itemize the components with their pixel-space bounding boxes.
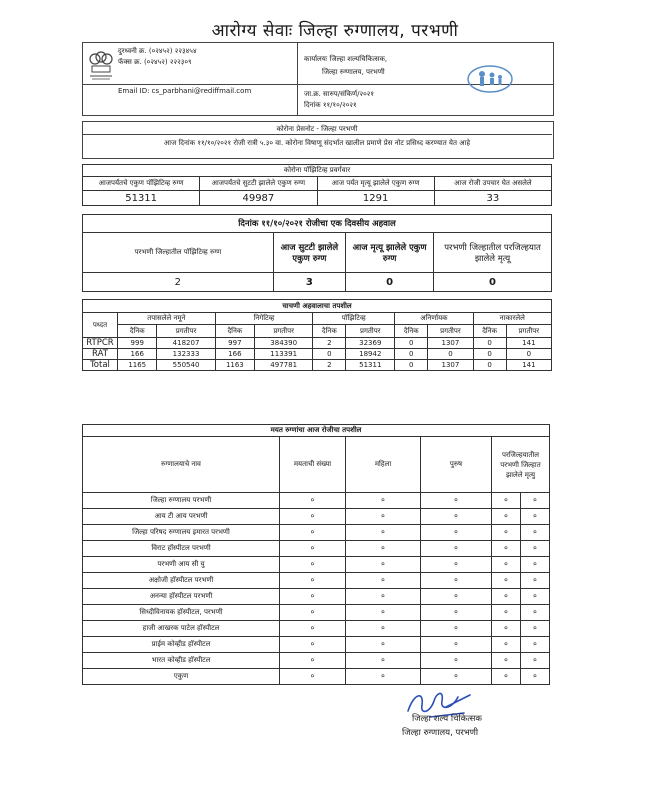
deaths-value-cell: ० — [421, 557, 492, 573]
testing-value-cell: 1307 — [428, 338, 473, 349]
testing-value-cell: 141 — [506, 338, 551, 349]
testing-method-header: पध्दत — [83, 313, 118, 338]
reference-date: दिनांक ११/१०/२०२१ — [304, 101, 357, 109]
deaths-value-cell: ० — [346, 669, 421, 685]
summary-value-active: 33 — [434, 191, 551, 206]
deaths-row — [83, 589, 550, 605]
deaths-hospital-name: एकुण — [83, 669, 280, 685]
deaths-value-cell: ० — [421, 621, 492, 637]
testing-group-inconclusive: अनिर्णायक — [395, 313, 473, 325]
deaths-value-cell: ० — [492, 621, 521, 637]
deaths-value-cell: ० — [520, 573, 549, 589]
deaths-value-cell: ० — [520, 557, 549, 573]
deaths-value-cell: ० — [346, 541, 421, 557]
testing-rows — [83, 338, 552, 371]
deaths-value-cell: ० — [421, 653, 492, 669]
deaths-value-cell: ० — [346, 509, 421, 525]
testing-value-cell: 0 — [395, 349, 428, 360]
testing-value-cell: 999 — [118, 338, 157, 349]
testing-row — [83, 338, 552, 349]
deaths-value-cell: ० — [492, 669, 521, 685]
deaths-value-cell: ० — [280, 541, 346, 557]
deaths-value-cell: ० — [346, 621, 421, 637]
fax-number: फॅक्स क्र. (०२४५२) २२२३०९ — [118, 58, 192, 66]
deaths-value-cell: ० — [280, 653, 346, 669]
sub-header-daily: दैनिक — [313, 325, 346, 338]
health-logo-icon — [466, 64, 514, 94]
deaths-value-cell: ० — [346, 525, 421, 541]
deaths-heading: मयत रुग्णांचा आज रोजीचा तपशील — [83, 425, 550, 437]
sub-header-daily: दैनिक — [473, 325, 506, 338]
deaths-value-cell: ० — [280, 669, 346, 685]
government-emblem-icon — [86, 50, 116, 82]
sub-header-cumulative: प्रगतीपर — [506, 325, 551, 338]
deaths-value-cell: ० — [421, 509, 492, 525]
deaths-value-cell: ० — [280, 493, 346, 509]
testing-value-cell: 1307 — [428, 360, 473, 371]
deaths-value-cell: ० — [492, 637, 521, 653]
deaths-row — [83, 637, 550, 653]
testing-value-cell: 166 — [215, 349, 254, 360]
deaths-value-cell: ० — [346, 653, 421, 669]
summary-header-deaths: आज पर्यंत मृत्यू झालेले एकुण रुग्ण — [317, 177, 434, 191]
deaths-value-cell: ० — [280, 573, 346, 589]
deaths-value-cell: ० — [421, 541, 492, 557]
phone-number: दुरध्वनी क्र. (०२४५२) २२३४५४ — [118, 47, 197, 55]
sub-header-cumulative: प्रगतीपर — [157, 325, 215, 338]
deaths-value-cell: ० — [492, 541, 521, 557]
deaths-value-cell: ० — [520, 637, 549, 653]
deaths-row — [83, 653, 550, 669]
office-line-2: जिल्हा रुग्णालय, परभणी — [322, 68, 385, 76]
deaths-value-cell: ० — [421, 573, 492, 589]
testing-value-cell: 418207 — [157, 338, 215, 349]
deaths-value-cell: ० — [280, 509, 346, 525]
deaths-value-cell: ० — [520, 621, 549, 637]
deaths-hospital-name: अनन्या हॉस्पीटल परभणी — [83, 589, 280, 605]
press-note-heading: कोरोना प्रेसनोट - जिल्हा परभणी — [276, 125, 358, 133]
positive-summary-heading: कोरोना पॉझिटिव्ह प्रवर्गवार — [83, 165, 552, 177]
deaths-value-cell: ० — [520, 589, 549, 605]
testing-value-cell: 141 — [506, 360, 551, 371]
deaths-value-cell: ० — [280, 621, 346, 637]
deaths-value-cell: ० — [492, 589, 521, 605]
testing-value-cell: 997 — [215, 338, 254, 349]
summary-header-discharged: आजपर्यंतचे सुटटी झालेले एकुण रुग्ण — [200, 177, 317, 191]
deaths-hospital-name: परभणी आय सी यु — [83, 557, 280, 573]
testing-method-cell: RAT — [83, 349, 118, 360]
testing-heading: चाचणी अहवालाचा तपशील — [83, 300, 552, 313]
deaths-row — [83, 525, 550, 541]
deaths-value-cell: ० — [421, 637, 492, 653]
deaths-value-cell: ० — [520, 493, 549, 509]
sub-header-cumulative: प्रगतीपर — [255, 325, 313, 338]
deaths-value-cell: ० — [421, 525, 492, 541]
deaths-value-cell: ० — [346, 605, 421, 621]
testing-group-tested: तपासलेले नमूने — [118, 313, 216, 325]
sub-header-cumulative: प्रगतीपर — [428, 325, 473, 338]
deaths-hospital-name: अक्षोजी हॉस्पीटल परभणी — [83, 573, 280, 589]
daily-value-positive: 2 — [83, 273, 274, 292]
testing-value-cell: 0 — [473, 338, 506, 349]
deaths-row — [83, 541, 550, 557]
daily-value-deaths: 0 — [346, 273, 434, 292]
sub-header-daily: दैनिक — [118, 325, 157, 338]
summary-header-total-positive: आजपर्यंतचे एकुण पॉझिटिव्ह रुग्ण — [83, 177, 200, 191]
deaths-value-cell: ० — [280, 637, 346, 653]
deaths-row — [83, 509, 550, 525]
deaths-value-cell: ० — [346, 637, 421, 653]
testing-value-cell: 2 — [313, 338, 346, 349]
deaths-header-male: पुरुष — [421, 437, 492, 493]
press-note-divider — [82, 134, 552, 135]
testing-value-cell: 113391 — [255, 349, 313, 360]
testing-value-cell: 0 — [395, 360, 428, 371]
testing-value-cell: 0 — [473, 360, 506, 371]
deaths-value-cell: ० — [492, 605, 521, 621]
testing-value-cell: 18942 — [346, 349, 395, 360]
sub-header-cumulative: प्रगतीपर — [346, 325, 395, 338]
deaths-hospital-name: हाजी आखरक पाटेल हॉस्पीटल — [83, 621, 280, 637]
daily-header-discharged: आज सुटटी झालेले एकुण रुग्ण — [273, 233, 345, 273]
deaths-value-cell: ० — [492, 653, 521, 669]
deaths-hospital-name: जिल्हा परिषद रुग्णालय इमारत परभणी — [83, 525, 280, 541]
positive-summary-table — [82, 164, 552, 206]
deaths-value-cell: ० — [492, 493, 521, 509]
deaths-table — [82, 424, 550, 685]
deaths-value-cell: ० — [492, 557, 521, 573]
testing-row — [83, 349, 552, 360]
testing-method-cell: Total — [83, 360, 118, 371]
testing-group-positive: पॉझिटिव्ह — [313, 313, 395, 325]
deaths-value-cell: ० — [492, 525, 521, 541]
signatory-office: जिल्हा रुग्णालय, परभणी — [402, 728, 479, 738]
deaths-value-cell: ० — [520, 669, 549, 685]
testing-value-cell: 384390 — [255, 338, 313, 349]
testing-value-cell: 166 — [118, 349, 157, 360]
deaths-hospital-name: आय टी आय परभणी — [83, 509, 280, 525]
testing-value-cell: 0 — [506, 349, 551, 360]
deaths-value-cell: ० — [346, 589, 421, 605]
deaths-value-cell: ० — [421, 605, 492, 621]
testing-method-cell: RTPCR — [83, 338, 118, 349]
email-id: Email ID: cs_parbhani@rediffmail.com — [118, 87, 252, 95]
deaths-row — [83, 557, 550, 573]
testing-value-cell: 2 — [313, 360, 346, 371]
deaths-value-cell: ० — [492, 509, 521, 525]
office-line-1: कार्यालयः जिल्हा शल्यचिकित्सक, — [304, 55, 388, 63]
deaths-value-cell: ० — [280, 589, 346, 605]
deaths-value-cell: ० — [492, 573, 521, 589]
daily-report-table — [82, 214, 552, 292]
daily-header-positive: परभणी जिल्हातील पॉझिटिव्ह रुग्ण — [83, 233, 274, 273]
testing-row — [83, 360, 552, 371]
page-title: आरोग्य सेवाः जिल्हा रुग्णालय, परभणी — [211, 21, 459, 41]
signatory-title: जिल्हा शल्य चिकित्सक — [412, 714, 482, 724]
testing-group-negative: निगेटिव्ह — [215, 313, 313, 325]
deaths-header-count: मयताची संख्या — [280, 437, 346, 493]
deaths-value-cell: ० — [421, 589, 492, 605]
deaths-value-cell: ० — [520, 525, 549, 541]
press-note-intro: आज दिनांक ११/१०/२०२१ रोजी रात्री ५.३० वा. कोरोना विषाणू संदर्भात खालील प्रमाणे प्रेस नोट प्रसिध्द करण्यात येत आहे — [163, 139, 471, 147]
daily-header-deaths: आज मृत्यू झालेले एकुण रुग्ण — [346, 233, 434, 273]
deaths-header-female: महिला — [346, 437, 421, 493]
summary-value-total-positive: 51311 — [83, 191, 200, 206]
deaths-value-cell: ० — [520, 653, 549, 669]
deaths-header-hospital: रुग्णालयाचे नाव — [83, 437, 280, 493]
sub-header-daily: दैनिक — [215, 325, 254, 338]
deaths-value-cell: ० — [520, 605, 549, 621]
deaths-value-cell: ० — [421, 493, 492, 509]
testing-value-cell: 32369 — [346, 338, 395, 349]
deaths-value-cell: ० — [346, 493, 421, 509]
testing-value-cell: 497781 — [255, 360, 313, 371]
deaths-hospital-name: प्राईम कोव्हीड हॉस्पीटल — [83, 637, 280, 653]
deaths-row — [83, 493, 550, 509]
summary-value-discharged: 49987 — [200, 191, 317, 206]
testing-value-cell: 1165 — [118, 360, 157, 371]
deaths-hospital-name: भारत कोव्हीड हॉस्पीटल — [83, 653, 280, 669]
deaths-hospital-name: सिध्दीविनायक हॉस्पीटल, परभणी — [83, 605, 280, 621]
deaths-value-cell: ० — [280, 525, 346, 541]
testing-table — [82, 299, 552, 371]
deaths-value-cell: ० — [346, 573, 421, 589]
testing-group-rejected: नाकारलेले — [473, 313, 551, 325]
deaths-header-other-district: परजिल्हयातील परभणी जिल्हात झालेले मृत्यु — [492, 437, 550, 493]
testing-value-cell: 1163 — [215, 360, 254, 371]
deaths-row — [83, 573, 550, 589]
daily-header-other-district-deaths: परभणी जिल्हातील परजिल्हयात झालेले मृत्यू — [434, 233, 552, 273]
deaths-value-cell: ० — [520, 541, 549, 557]
testing-value-cell: 51311 — [346, 360, 395, 371]
summary-value-deaths: 1291 — [317, 191, 434, 206]
testing-value-cell: 550540 — [157, 360, 215, 371]
daily-report-heading: दिनांक ११/१०/२०२१ रोजीचा एक दिवसीय अहवाल — [83, 215, 552, 233]
testing-value-cell: 0 — [473, 349, 506, 360]
deaths-value-cell: ० — [280, 605, 346, 621]
deaths-row — [83, 605, 550, 621]
daily-value-other-district-deaths: 0 — [434, 273, 552, 292]
deaths-row — [83, 621, 550, 637]
deaths-value-cell: ० — [280, 557, 346, 573]
summary-header-active: आज रोजी उपचार घेत असलेले — [434, 177, 551, 191]
deaths-value-cell: ० — [346, 557, 421, 573]
deaths-hospital-name: जिल्हा रुग्णालय परभणी — [83, 493, 280, 509]
sub-header-daily: दैनिक — [395, 325, 428, 338]
daily-value-discharged: 3 — [273, 273, 345, 292]
deaths-value-cell: ० — [520, 509, 549, 525]
reference-number: जा.क्र. सारुप/संकिर्ण/२०२१ — [304, 90, 375, 98]
testing-value-cell: 132333 — [157, 349, 215, 360]
testing-value-cell: 0 — [428, 349, 473, 360]
testing-value-cell: 0 — [313, 349, 346, 360]
testing-value-cell: 0 — [395, 338, 428, 349]
deaths-value-cell: ० — [421, 669, 492, 685]
deaths-rows — [83, 493, 550, 685]
deaths-hospital-name: विराट हॉस्पीटल परभणी — [83, 541, 280, 557]
